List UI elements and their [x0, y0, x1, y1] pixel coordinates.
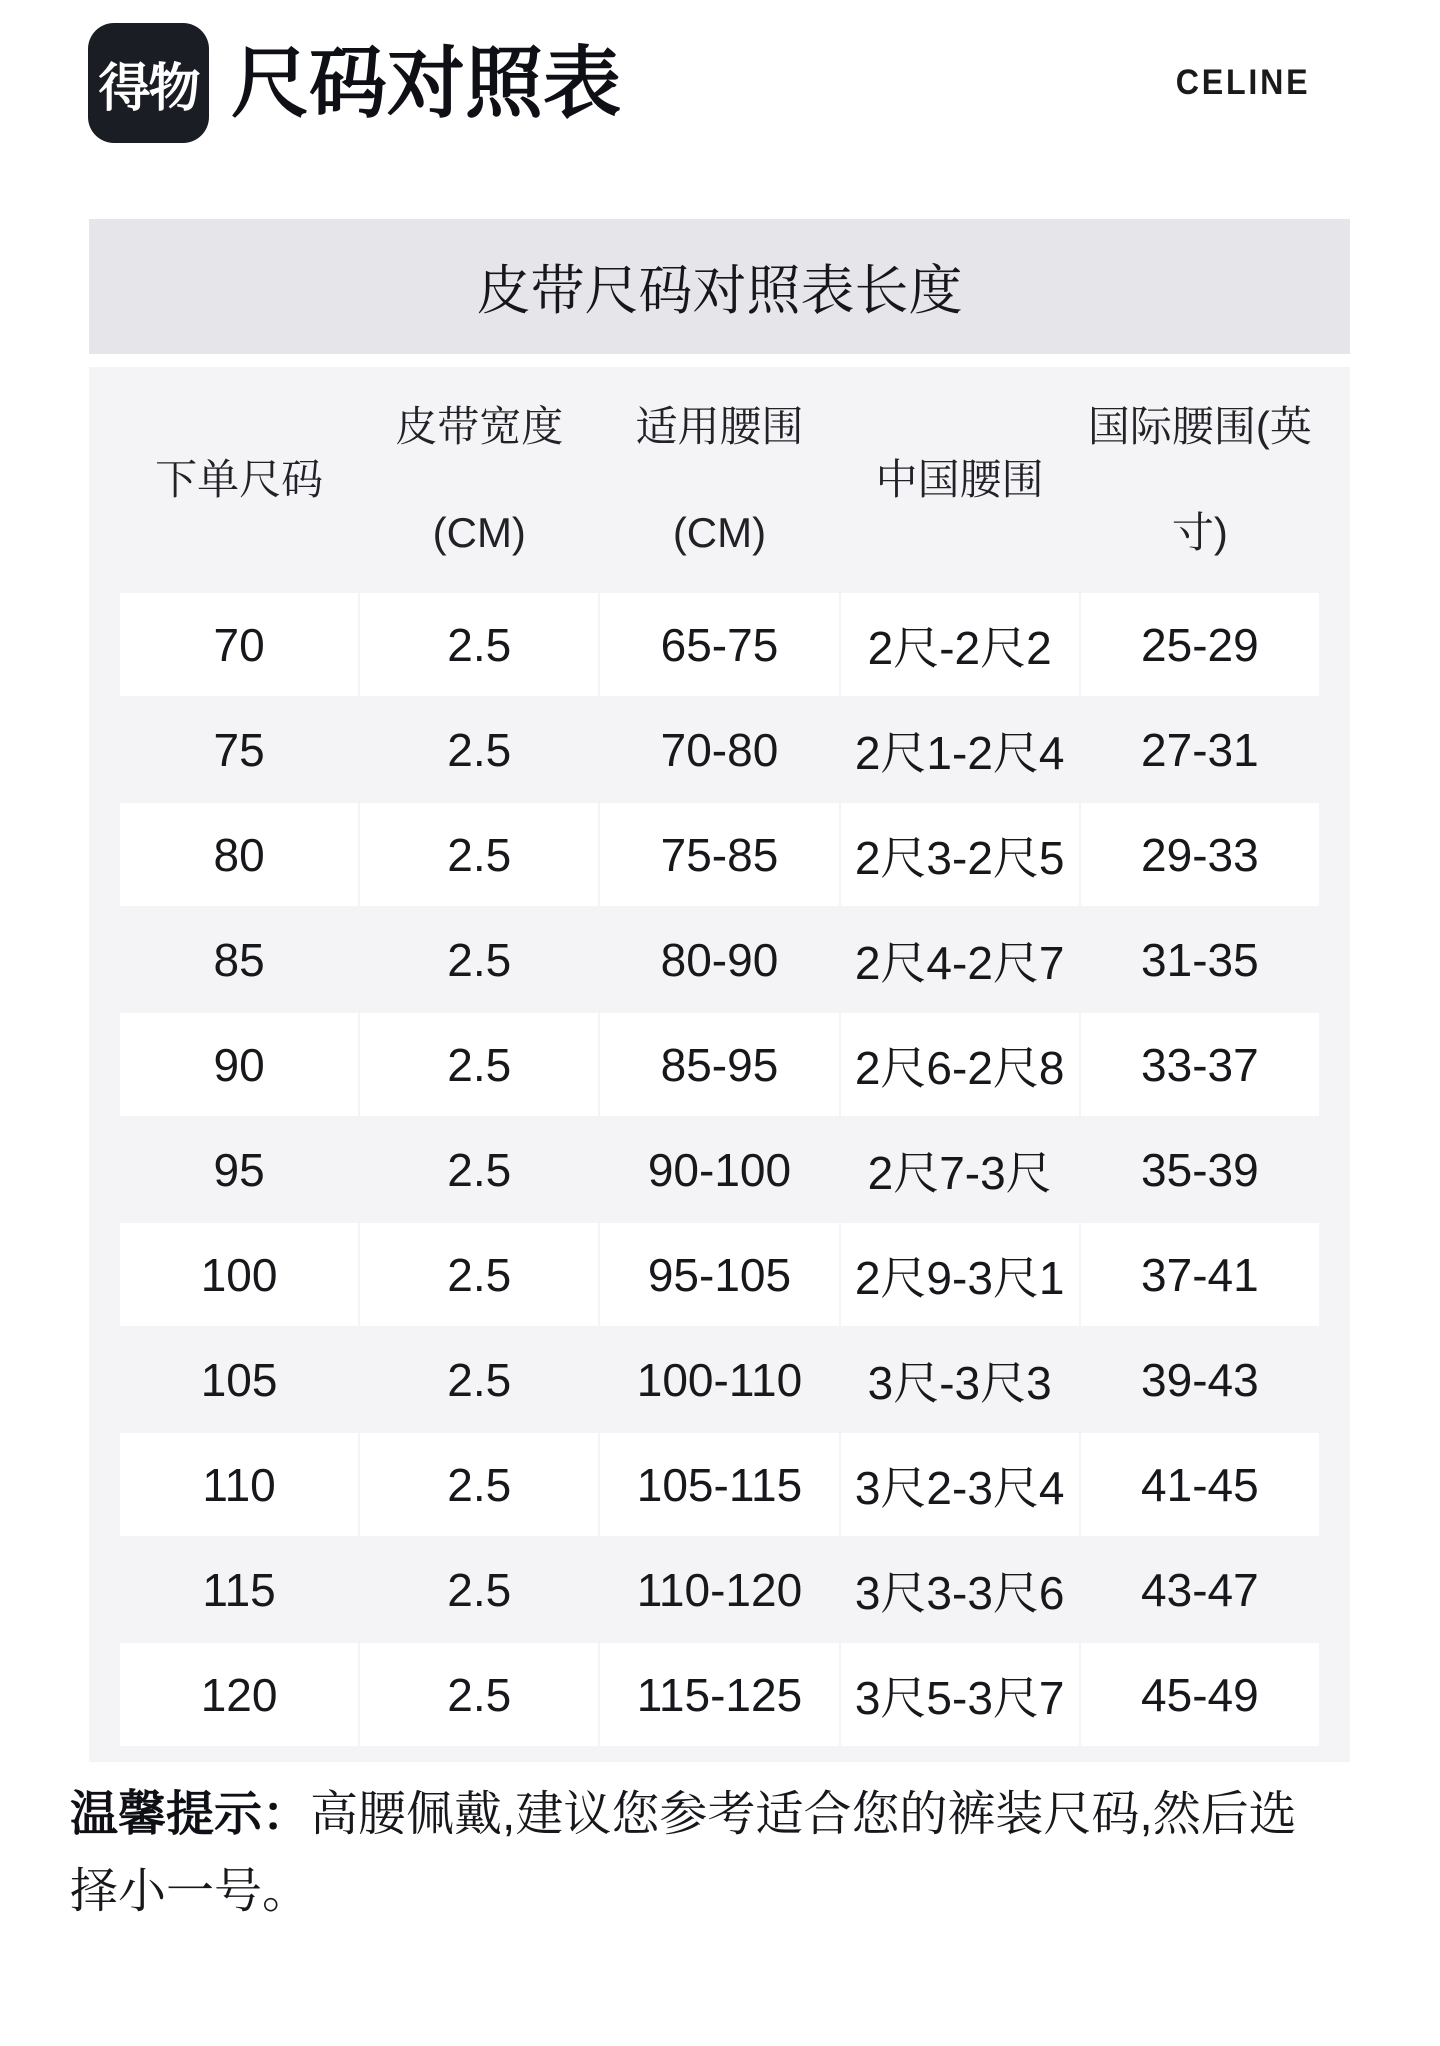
cell-intl-waist: 29-33: [1081, 803, 1319, 906]
cell-order-size: 100: [120, 1223, 358, 1326]
column-header-order-size: 下单尺码: [155, 456, 324, 503]
cell-intl-waist: 33-37: [1081, 1013, 1319, 1116]
cell-fit-waist: 95-105: [600, 1223, 838, 1326]
cell-order-size: 85: [213, 933, 265, 986]
cell-order-size: 95: [213, 1143, 265, 1196]
dewu-logo-icon: [88, 23, 209, 143]
cell-order-size: 115: [202, 1563, 276, 1616]
cell-fit-waist: 75-85: [600, 803, 838, 906]
table-row: [120, 698, 1319, 801]
cell-belt-width: 2.5: [360, 1013, 598, 1116]
cell-belt-width: 2.5: [447, 933, 512, 986]
table-row: [120, 1328, 1319, 1431]
cell-order-size: 70: [120, 593, 358, 696]
cell-intl-waist: 39-43: [1141, 1353, 1259, 1406]
brand-logo: CELINE: [1175, 63, 1310, 102]
table-row: [120, 908, 1319, 1011]
cell-belt-width: 2.5: [360, 1223, 598, 1326]
table-row: [120, 1118, 1319, 1221]
page-title: 尺码对照表: [231, 39, 622, 127]
cell-china-waist: 2尺6-2尺8: [841, 1013, 1079, 1116]
table-row: [120, 803, 1319, 906]
cell-china-waist: 2尺1-2尺4: [854, 726, 1065, 779]
cell-intl-waist: 27-31: [1141, 723, 1259, 776]
cell-china-waist: 2尺7-3尺: [867, 1146, 1052, 1199]
cell-order-size: 105: [200, 1353, 278, 1406]
cell-china-waist: 2尺9-3尺1: [841, 1223, 1079, 1326]
cell-belt-width: 2.5: [360, 803, 598, 906]
cell-china-waist: 2尺3-2尺5: [841, 803, 1079, 906]
cell-fit-waist: 110-120: [636, 1563, 803, 1616]
cell-order-size: 120: [120, 1643, 358, 1746]
cell-fit-waist: 90-100: [647, 1143, 792, 1196]
cell-intl-waist: 31-35: [1141, 933, 1259, 986]
cell-belt-width: 2.5: [360, 1643, 598, 1746]
cell-china-waist: 3尺5-3尺7: [841, 1643, 1079, 1746]
cell-fit-waist: 80-90: [660, 933, 779, 986]
cell-order-size: 80: [120, 803, 358, 906]
cell-belt-width: 2.5: [447, 1143, 512, 1196]
tip-text-line1: 高腰佩戴,建议您参考适合您的裤装尺码,然后选: [310, 1788, 1297, 1841]
table-row: [120, 1223, 1319, 1326]
page-header: [0, 0, 1440, 143]
cell-intl-waist: 45-49: [1081, 1643, 1319, 1746]
table-title: 皮带尺码对照表长度: [476, 261, 963, 321]
cell-fit-waist: 70-80: [660, 723, 779, 776]
cell-order-size: 110: [120, 1433, 358, 1536]
column-header-china-waist: 中国腰围: [875, 456, 1044, 503]
cell-intl-waist: 43-47: [1141, 1563, 1259, 1616]
cell-belt-width: 2.5: [447, 1563, 512, 1616]
cell-intl-waist: 25-29: [1081, 593, 1319, 696]
cell-intl-waist: 35-39: [1141, 1143, 1259, 1196]
cell-intl-waist: 37-41: [1081, 1223, 1319, 1326]
size-table-container: [89, 367, 1350, 1762]
dewu-logo-text: 得物: [98, 59, 199, 118]
cell-fit-waist: 85-95: [600, 1013, 838, 1116]
column-header-belt-width: 皮带宽度 (CM): [395, 403, 564, 556]
cell-belt-width: 2.5: [360, 1433, 598, 1536]
cell-order-size: 90: [120, 1013, 358, 1116]
table-row: [120, 1643, 1319, 1746]
tip-text-line2: 择小一号。: [70, 1865, 311, 1918]
cell-belt-width: 2.5: [360, 593, 598, 696]
cell-fit-waist: 105-115: [600, 1433, 838, 1536]
cell-belt-width: 2.5: [447, 723, 512, 776]
column-header-fit-waist: 适用腰围 (CM): [635, 403, 804, 556]
cell-china-waist: 3尺-3尺3: [867, 1356, 1052, 1409]
size-table-body: [120, 593, 1319, 1746]
table-row: [120, 1433, 1319, 1536]
tip-label: 温馨提示：: [70, 1788, 311, 1841]
cell-belt-width: 2.5: [447, 1353, 512, 1406]
cell-china-waist: 2尺4-2尺7: [854, 936, 1065, 989]
table-row: [120, 1013, 1319, 1116]
table-row: [120, 1538, 1319, 1641]
cell-china-waist: 2尺-2尺2: [841, 593, 1079, 696]
table-title-banner: [89, 219, 1350, 354]
cell-intl-waist: 41-45: [1081, 1433, 1319, 1536]
cell-china-waist: 3尺2-3尺4: [841, 1433, 1079, 1536]
header-row: [120, 369, 1319, 591]
cell-fit-waist: 65-75: [600, 593, 838, 696]
cell-china-waist: 3尺3-3尺6: [854, 1566, 1065, 1619]
cell-fit-waist: 100-110: [636, 1353, 803, 1406]
column-header-intl-waist: 国际腰围(英 寸): [1087, 403, 1312, 556]
table-row: [120, 593, 1319, 696]
size-table: [118, 367, 1321, 1748]
size-table-header: [120, 369, 1319, 591]
cell-fit-waist: 115-125: [600, 1643, 838, 1746]
cell-order-size: 75: [213, 723, 265, 776]
tip-note: [70, 1776, 1350, 1930]
